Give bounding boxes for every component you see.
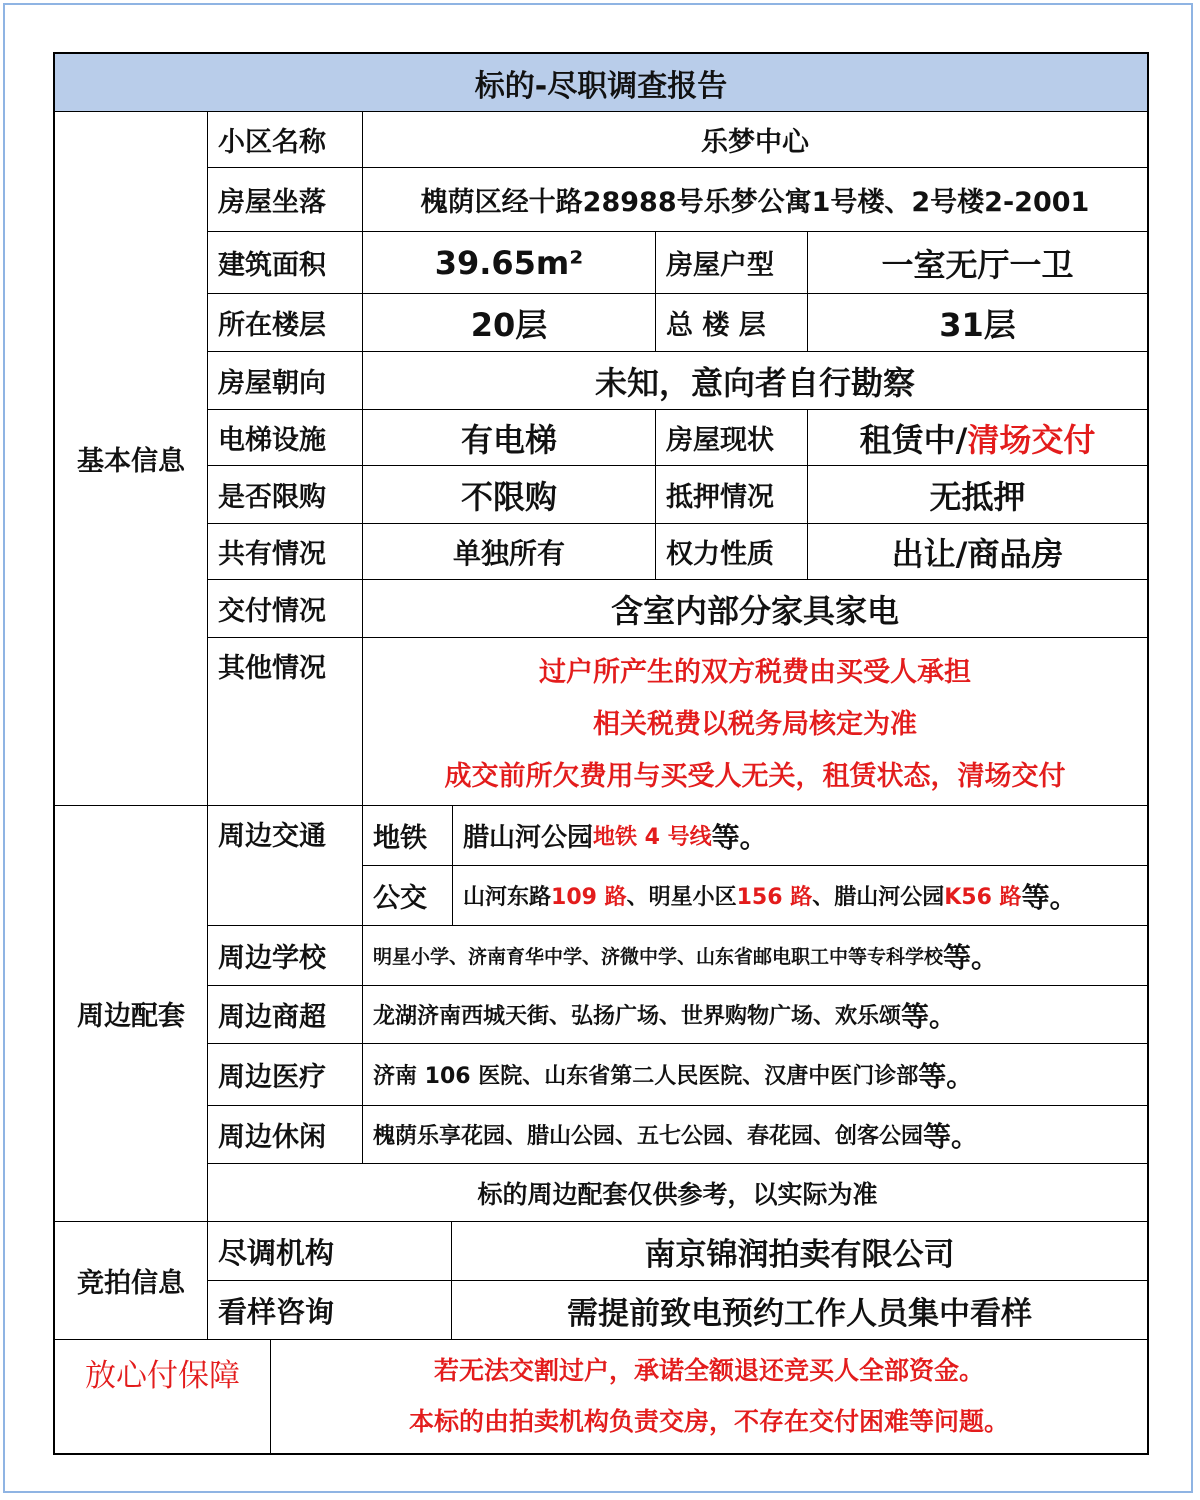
bus-stop-2: 、明星小区 [626,885,737,910]
school-list: 明星小学、济南育华中学、济微中学、山东省邮电职工中等专科学校 [373,946,944,968]
leisure-suffix: 等。 [923,1119,980,1153]
metro-suffix: 等。 [711,820,768,854]
metro-value [453,806,1147,866]
leisure-value [363,1106,1147,1164]
section-auction-info: 竞拍信息 [55,1222,208,1340]
restrict-value: 不限购 [363,466,656,524]
total-floor-value: 31层 [808,294,1147,352]
school-label: 周边学校 [208,926,363,986]
bus-value [453,866,1147,926]
orientation-value: 未知，意向者自行勘察 [363,352,1147,410]
community-label: 小区名称 [208,112,363,168]
layout-label: 房屋户型 [656,232,808,294]
traffic-label: 周边交通 [208,806,363,926]
delivery-value: 含室内部分家具家电 [363,580,1147,638]
floor-value: 20层 [363,294,656,352]
delivery-label: 交付情况 [208,580,363,638]
agency-value: 南京锦润拍卖有限公司 [452,1222,1147,1281]
view-label: 看样咨询 [208,1281,452,1340]
floor-label: 所在楼层 [208,294,363,352]
bus-stop-3: 、腊山河公园 [812,885,945,910]
layout-value: 一室无厅一卫 [808,232,1147,294]
report-title: 标的-尽职调查报告 [55,54,1147,112]
status-rent: 租赁中/ [859,420,968,459]
community-value: 乐梦中心 [363,112,1147,168]
elevator-value: 有电梯 [363,410,656,466]
mall-list: 龙湖济南西城天街、弘扬广场、世界购物广场、欢乐颂 [373,1004,902,1029]
other-line-1: 过户所产生的双方税费由买受人承担 [539,657,971,689]
bus-route-1: 109 路 [551,885,627,910]
leisure-list: 槐荫乐享花园、腊山公园、五七公园、春花园、创客公园 [373,1124,924,1149]
bus-label: 公交 [363,866,453,926]
guarantee-line-2: 本标的由拍卖机构负责交房，不存在交付困难等问题。 [408,1406,1009,1436]
total-floor-label: 总 楼 层 [656,294,808,352]
restrict-label: 是否限购 [208,466,363,524]
metro-label: 地铁 [363,806,453,866]
mall-suffix: 等。 [901,999,958,1033]
section-basic-info: 基本信息 [55,112,208,806]
bus-route-3: K56 路 [944,885,1022,910]
mall-label: 周边商超 [208,986,363,1044]
share-label: 共有情况 [208,524,363,580]
mall-value [363,986,1147,1044]
other-value [363,638,1147,806]
location-label: 房屋坐落 [208,168,363,232]
medical-label: 周边医疗 [208,1044,363,1106]
right-label: 权力性质 [656,524,808,580]
other-label: 其他情况 [208,638,363,806]
section-surroundings: 周边配套 [55,806,208,1222]
guarantee-label: 放心付保障 [55,1340,271,1453]
bus-suffix: 等。 [1021,880,1078,914]
medical-suffix: 等。 [918,1059,975,1093]
medical-value [363,1044,1147,1106]
area-label: 建筑面积 [208,232,363,294]
leisure-label: 周边休闲 [208,1106,363,1164]
agency-label: 尽调机构 [208,1222,452,1281]
bus-route-2: 156 路 [736,885,813,910]
area-value: 39.65m² [363,232,656,294]
status-clear: 清场交付 [967,420,1096,459]
other-line-2: 相关税费以税务局核定为准 [593,708,917,740]
elevator-label: 电梯设施 [208,410,363,466]
other-line-3: 成交前所欠费用与买受人无关，租赁状态，清场交付 [444,760,1066,792]
surroundings-note: 标的周边配套仅供参考，以实际为准 [208,1164,1147,1222]
metro-station: 腊山河公园 [463,823,594,853]
status-value [808,410,1147,466]
orientation-label: 房屋朝向 [208,352,363,410]
school-suffix: 等。 [943,940,1000,974]
metro-line: 地铁 4 号线 [593,825,712,850]
location-value: 槐荫区经十路28988号乐梦公寓1号楼、2号楼2-2001 [363,168,1147,232]
share-value: 单独所有 [363,524,656,580]
status-label: 房屋现状 [656,410,808,466]
guarantee-value [271,1340,1147,1453]
guarantee-line-1: 若无法交割过户，承诺全额退还竞买人全部资金。 [433,1356,984,1386]
mortgage-label: 抵押情况 [656,466,808,524]
right-value: 出让/商品房 [808,524,1147,580]
mortgage-value: 无抵押 [808,466,1147,524]
due-diligence-report [53,52,1149,1455]
medical-list: 济南 106 医院、山东省第二人民医院、汉唐中医门诊部 [373,1064,919,1089]
view-value: 需提前致电预约工作人员集中看样 [452,1281,1147,1340]
school-value [363,926,1147,986]
bus-stop-1: 山河东路 [463,885,552,910]
